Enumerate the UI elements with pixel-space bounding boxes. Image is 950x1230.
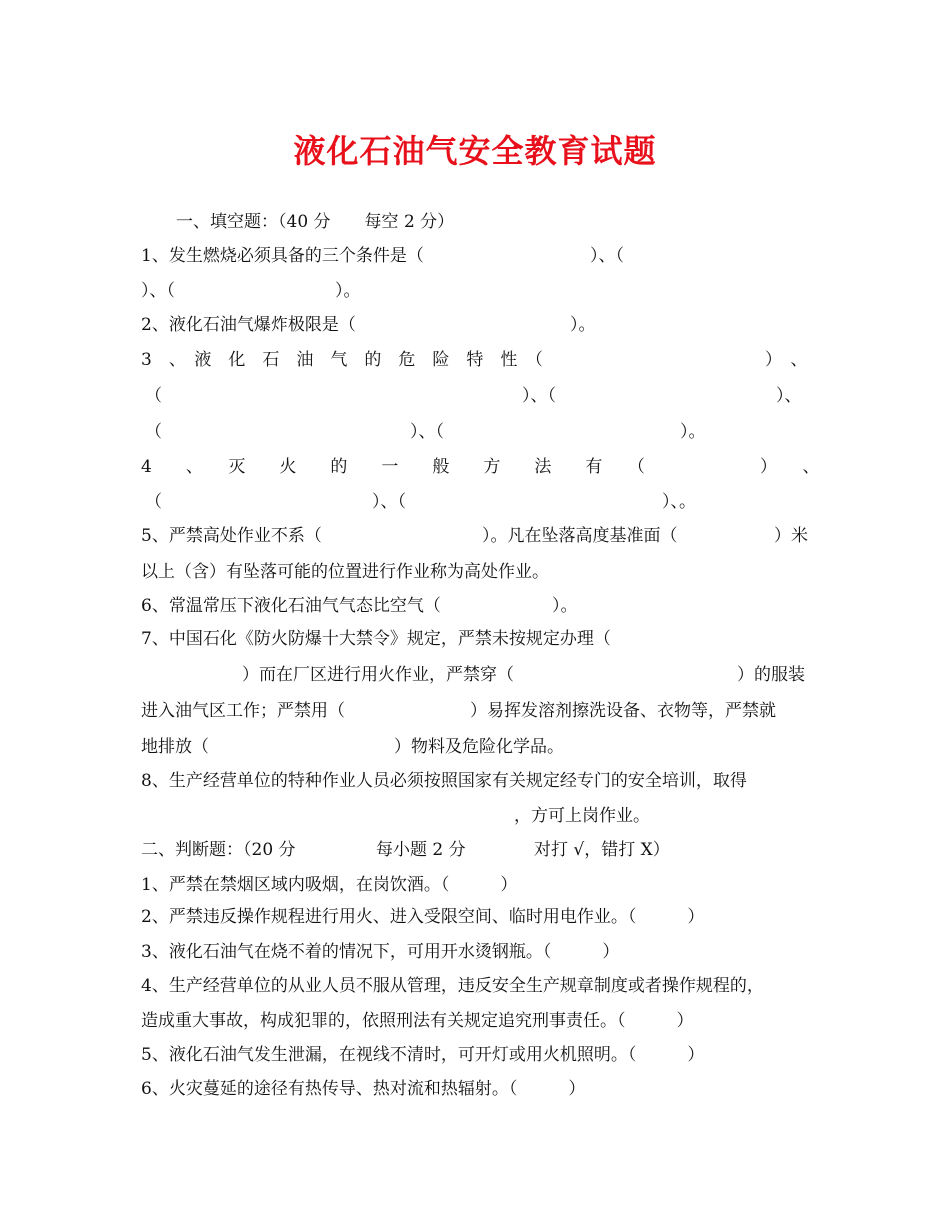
q7-line2-b: ）而在厂区进行用火作业，严禁穿（ <box>242 665 514 685</box>
q7-line3-d: 进入油气区工作；严禁用（ <box>141 701 345 721</box>
q4-line2-e: ）、。 <box>662 492 696 512</box>
q3-line3-h: ）。 <box>680 422 706 442</box>
judgement-item: 4、生产经营单位的从业人员不服从管理，违反安全生产规章制度或者操作规程的， <box>141 976 764 996</box>
q4-line2-c: （ <box>145 492 162 512</box>
q8-line2-b: ，方可上岗作业。 <box>514 806 650 826</box>
q1-line1-b: ）、（ <box>590 246 624 266</box>
judgement-item: 3、液化石油气在烧不着的情况下，可用开水烫钢瓶。（ ） <box>141 942 620 962</box>
q3-line2-c: （ <box>145 386 162 406</box>
q2-line-a: 2、液化石油气爆炸极限是（ <box>141 315 356 335</box>
q6-line-a: 6、常温常压下液化石油气气态比空气（ <box>141 596 441 616</box>
judgement-item: 6、火灾蔓延的途径有热传导、热对流和热辐射。（ ） <box>141 1079 586 1099</box>
q5-line2-d: 以上（含）有坠落可能的位置进行作业称为高处作业。 <box>141 562 549 582</box>
section2-heading-b: 每小题 2 分 <box>376 840 466 860</box>
section2-heading-a: 二、判断题：（20 分 <box>141 840 296 860</box>
q5-line1-a: 5、严禁高处作业不系（ <box>141 526 322 546</box>
q3-line1-a: 3 、 液 化 石 油 气 的 危 险 特 性 （ <box>141 350 543 370</box>
q4-line1-b: ） 、 <box>760 457 820 477</box>
judgement-item: 造成重大事故，构成犯罪的，依照刑法有关规定追究刑事责任。（ ） <box>141 1011 694 1031</box>
section2-heading-c: 对打 √，错打 X） <box>534 840 670 860</box>
q1-line1-a: 1、发生燃烧必须具备的三个条件是（ <box>141 246 424 266</box>
q7-line3-e: ）易挥发溶剂擦洗设备、衣物等，严禁就 <box>470 701 776 721</box>
q3-line3-g: ）、（ <box>410 422 444 442</box>
section1-heading: 一、填空题：（40 分 每空 2 分） <box>176 212 455 232</box>
q3-line1-b: ） 、 <box>765 350 808 370</box>
judgement-item: 2、严禁违反操作规程进行用火、进入受限空间、临时用电作业。（ ） <box>141 907 705 927</box>
q2-line-b: ）。 <box>570 315 596 335</box>
q3-line2-e: ）、 <box>776 386 802 406</box>
q1-line2-c: ）、（ <box>141 281 175 301</box>
q6-line-b: ）。 <box>552 596 578 616</box>
q8-line1-a: 8、生产经营单位的特种作业人员必须按照国家有关规定经专门的安全培训，取得 <box>141 771 747 791</box>
q5-line1-c: ）米 <box>774 526 808 546</box>
q5-line1-b: ）。凡在坠落高度基准面（ <box>482 526 678 546</box>
q7-line1-a: 7、中国石化《防火防爆十大禁令》规定，严禁未按规定办理（ <box>141 629 611 649</box>
q3-line2-d: ）、（ <box>522 386 556 406</box>
judgement-item: 5、液化石油气发生泄漏，在视线不清时，可开灯或用火机照明。（ ） <box>141 1045 705 1065</box>
q7-line4-f: 地排放（ <box>141 737 209 757</box>
q1-line2-d: ）。 <box>335 281 361 301</box>
document-title: 液化石油气安全教育试题 <box>293 132 657 170</box>
q4-line2-d: ）、（ <box>372 492 406 512</box>
q7-line2-c: ）的服装 <box>737 665 805 685</box>
q4-line1-a: 4 、 灭 火 的 一 般 方 法 有 （ <box>141 457 645 477</box>
q7-line4-g: ）物料及危险化学品。 <box>394 737 564 757</box>
q3-line3-f: （ <box>145 422 162 442</box>
judgement-item: 1、严禁在禁烟区域内吸烟，在岗饮酒。（ ） <box>141 875 518 895</box>
